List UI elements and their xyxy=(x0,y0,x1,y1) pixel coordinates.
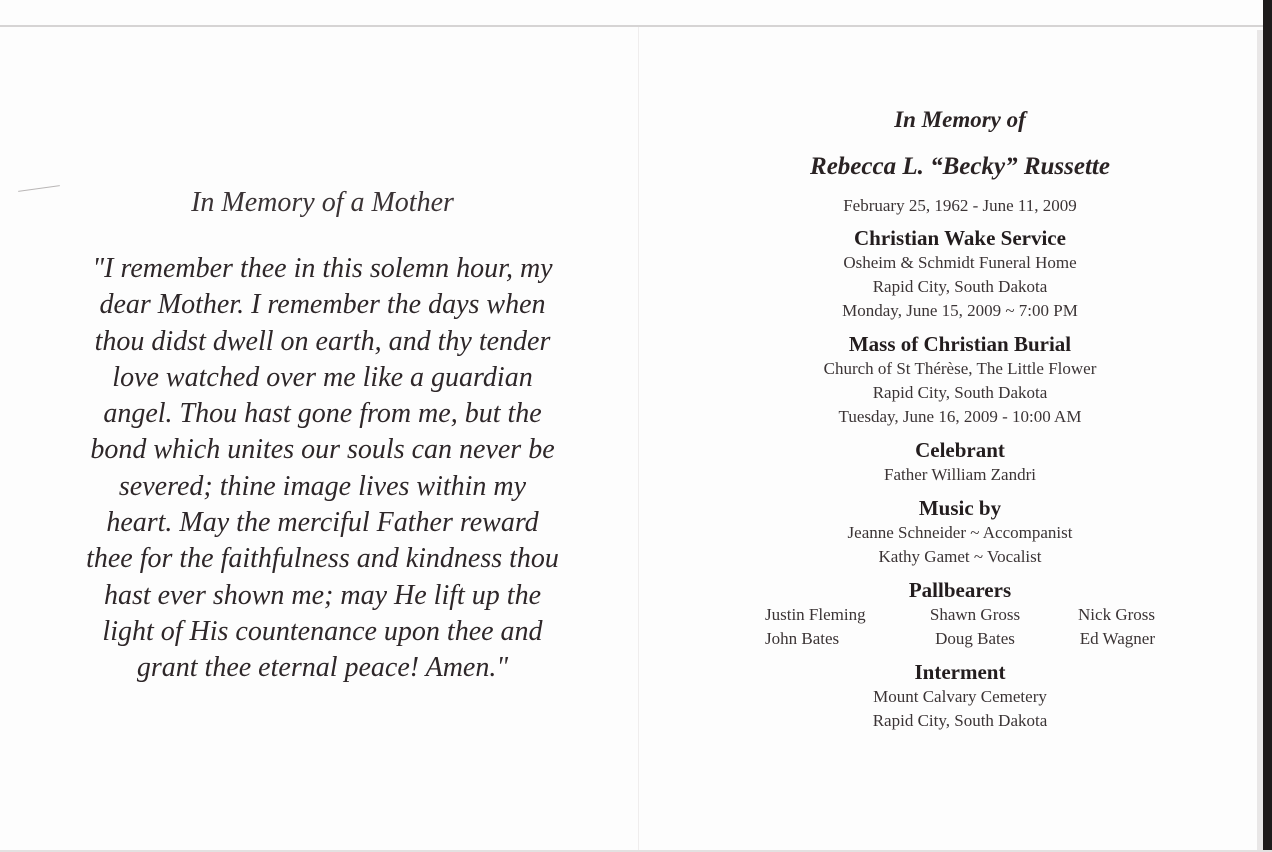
poem-line: grant thee eternal peace! Amen." xyxy=(136,652,509,684)
pallbearers-section xyxy=(745,577,1175,651)
life-dates: February 25, 1962 - June 11, 2009 xyxy=(843,196,1077,215)
celebrant-section xyxy=(745,437,1175,487)
left-panel xyxy=(30,185,615,687)
pallbearer-name: Nick Gross xyxy=(1078,605,1155,624)
music-heading: Music by xyxy=(918,496,1002,520)
poem-line: hast ever shown me; may He lift up the xyxy=(103,579,542,611)
pallbearer-name: Doug Bates xyxy=(935,629,1015,648)
poem-line: thou didst dwell on earth, and thy tender xyxy=(94,325,551,357)
poem-line: angel. Thou hast gone from me, but the xyxy=(103,398,542,430)
center-fold xyxy=(638,27,639,850)
mass-heading: Mass of Christian Burial xyxy=(848,332,1072,356)
wake-heading: Christian Wake Service xyxy=(854,226,1066,250)
wake-section xyxy=(745,225,1175,323)
deceased-name: Rebecca L. “Becky” Russette xyxy=(810,153,1110,180)
pallbearer-name: John Bates xyxy=(765,629,840,648)
poem-line: "I remember thee in this solemn hour, my xyxy=(92,253,553,284)
music-line: Jeanne Schneider ~ Accompanist xyxy=(847,523,1073,542)
interment-line: Rapid City, South Dakota xyxy=(872,711,1048,730)
celebrant-line: Father William Zandri xyxy=(884,465,1036,484)
pallbearer-name: Ed Wagner xyxy=(1079,629,1155,648)
mass-section xyxy=(745,331,1175,429)
pallbearer-name: Shawn Gross xyxy=(929,605,1021,624)
celebrant-heading: Celebrant xyxy=(915,438,1005,462)
pallbearer-grid xyxy=(745,603,1175,651)
music-line: Kathy Gamet ~ Vocalist xyxy=(878,547,1042,566)
interment-heading: Interment xyxy=(914,660,1006,684)
poem-line: light of His countenance upon thee and xyxy=(102,615,543,647)
pallbearers-heading: Pallbearers xyxy=(908,578,1012,602)
poem-line: bond which unites our souls can never be xyxy=(90,434,555,466)
interment-section xyxy=(745,659,1175,733)
wake-line: Osheim & Schmidt Funeral Home xyxy=(843,253,1077,272)
in-memory-label: In Memory of xyxy=(894,107,1026,132)
mass-line: Rapid City, South Dakota xyxy=(872,383,1048,402)
poem-text xyxy=(30,251,615,687)
page-right-edge xyxy=(1263,0,1272,852)
right-panel xyxy=(745,105,1175,733)
music-section xyxy=(745,495,1175,569)
poem-line: thee for the faithfulness and kindness thou xyxy=(86,543,559,575)
wake-line: Monday, June 15, 2009 ~ 7:00 PM xyxy=(842,301,1078,320)
pallbearer-name: Justin Fleming xyxy=(765,605,866,624)
mass-line: Tuesday, June 16, 2009 - 10:00 AM xyxy=(838,407,1082,426)
poem-title: In Memory of a Mother xyxy=(191,187,454,218)
poem-line: heart. May the merciful Father reward xyxy=(106,507,539,539)
poem-line: dear Mother. I remember the days when xyxy=(99,289,546,321)
interment-line: Mount Calvary Cemetery xyxy=(873,687,1047,706)
mass-line: Church of St Thérèse, The Little Flower xyxy=(823,359,1097,378)
wake-line: Rapid City, South Dakota xyxy=(872,277,1048,296)
poem-line: love watched over me like a guardian xyxy=(112,361,533,393)
page-top-edge xyxy=(0,25,1272,27)
poem-line: severed; thine image lives within my xyxy=(118,470,527,502)
